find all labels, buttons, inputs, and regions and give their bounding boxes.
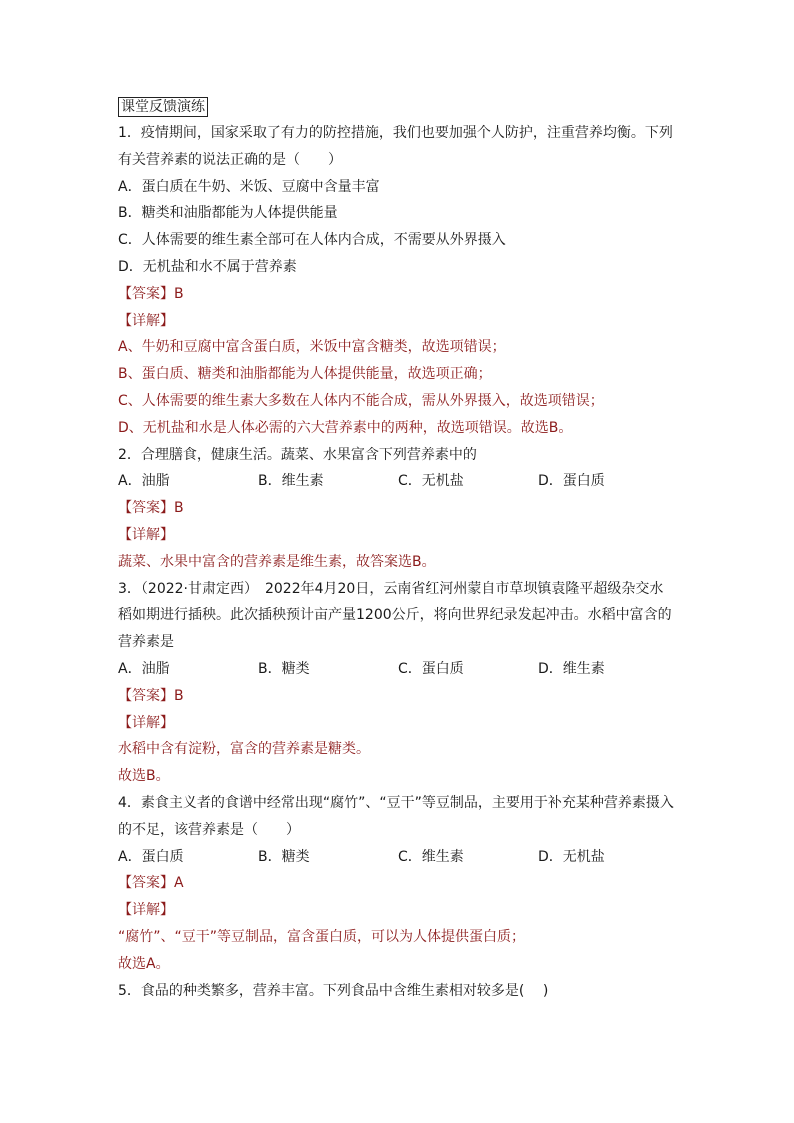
detail-text: D、无机盐和水是人体必需的六大营养素中的两种，故选项错误。故选B。 xyxy=(118,419,573,436)
question-4 xyxy=(118,794,678,973)
question-stem: 营养素是 xyxy=(118,634,174,651)
option: A．蛋白质在牛奶、米饭、豆腐中含量丰富 xyxy=(118,178,380,195)
answer: 【答案】B xyxy=(118,500,184,517)
options-row xyxy=(118,660,678,678)
option: C．维生素 xyxy=(398,848,464,865)
question-stem: 4．素食主义者的食谱中经常出现“腐竹”、“豆干”等豆制品，主要用于补充某种营养素摄入 xyxy=(118,794,674,811)
option: A．蛋白质 xyxy=(118,848,184,865)
detail-text: A、牛奶和豆腐中富含蛋白质，米饭中富含糖类，故选项错误； xyxy=(118,339,506,356)
detail-label: 【详解】 xyxy=(118,312,174,329)
detail-text: “腐竹”、“豆干”等豆制品，富含蛋白质，可以为人体提供蛋白质； xyxy=(118,928,526,945)
question-5 xyxy=(118,982,678,1000)
option: D．无机盐和水不属于营养素 xyxy=(118,258,297,275)
option: B．维生素 xyxy=(258,473,324,490)
document-page xyxy=(118,96,678,1008)
options-row xyxy=(118,848,678,866)
option: B．糖类和油脂都能为人体提供能量 xyxy=(118,205,338,222)
option: C．人体需要的维生素全部可在人体内合成，不需要从外界摄入 xyxy=(118,232,506,249)
detail-text: 水稻中含有淀粉，富含的营养素是糖类。 xyxy=(118,741,370,758)
answer: 【答案】B xyxy=(118,285,184,302)
option: D．蛋白质 xyxy=(538,473,605,490)
option: C．无机盐 xyxy=(398,473,464,490)
option: A．油脂 xyxy=(118,660,170,677)
section-title: 课堂反馈演练 xyxy=(118,97,208,117)
options-row xyxy=(118,472,678,490)
answer: 【答案】B xyxy=(118,687,184,704)
question-stem: 稻如期进行插秧。此次插秧预计亩产量1200公斤，将向世界纪录发起冲击。水稻中富含的 xyxy=(118,607,672,624)
question-1 xyxy=(118,124,678,437)
question-stem: 的不足，该营养素是（ ） xyxy=(118,821,300,838)
question-2 xyxy=(118,446,678,571)
option: C．蛋白质 xyxy=(398,660,464,677)
answer: 【答案】A xyxy=(118,875,184,892)
detail-text: 蔬菜、水果中富含的营养素是维生素，故答案选B。 xyxy=(118,553,436,570)
option: D．维生素 xyxy=(538,660,605,677)
option: A．油脂 xyxy=(118,473,170,490)
detail-text: B、蛋白质、糖类和油脂都能为人体提供能量，故选项正确； xyxy=(118,366,492,383)
question-stem: 5．食品的种类繁多，营养丰富。下列食品中含维生素相对较多是( ) xyxy=(118,982,549,999)
detail-label: 【详解】 xyxy=(118,714,174,731)
detail-text: 故选A。 xyxy=(118,955,170,972)
question-stem: 2．合理膳食，健康生活。蔬菜、水果富含下列营养素中的 xyxy=(118,446,477,463)
detail-text: C、人体需要的维生素大多数在人体内不能合成，需从外界摄入，故选项错误； xyxy=(118,392,604,409)
option: D．无机盐 xyxy=(538,848,605,865)
question-stem: 3．（2022·甘肃定西） 2022年4月20日，云南省红河州蒙自市草坝镇袁隆平超级杂交水 xyxy=(118,580,664,597)
question-stem: 1．疫情期间，国家采取了有力的防控措施，我们也要加强个人防护，注重营养均衡。下列 xyxy=(118,125,673,141)
option: B．糖类 xyxy=(258,848,310,865)
option: B．糖类 xyxy=(258,660,310,677)
question-stem: 有关营养素的说法正确的是（ ） xyxy=(118,151,342,168)
detail-label: 【详解】 xyxy=(118,526,174,543)
detail-text: 故选B。 xyxy=(118,768,170,785)
question-3 xyxy=(118,580,678,786)
detail-label: 【详解】 xyxy=(118,902,174,919)
